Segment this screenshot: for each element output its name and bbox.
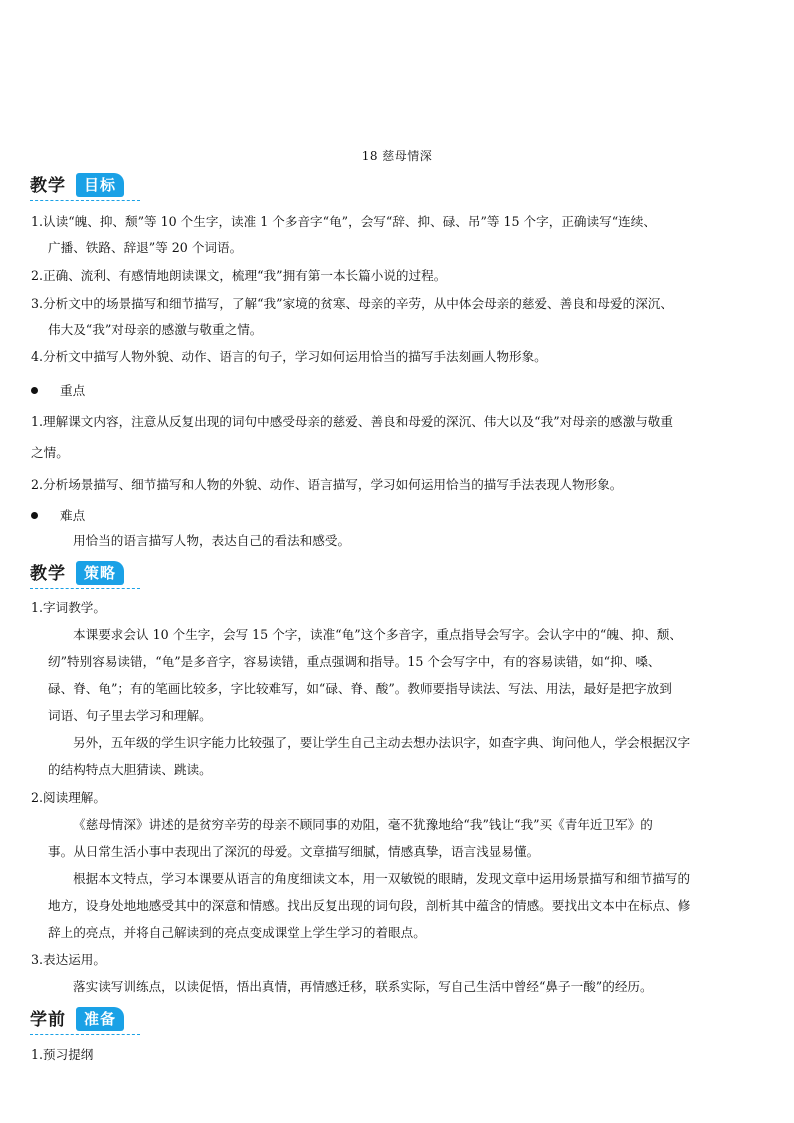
section-divider — [30, 1034, 140, 1035]
section-header-pre-class-prep — [30, 1007, 142, 1037]
document-title: 18 慈母情深 — [361, 149, 433, 163]
key-point-1-line-1: 1.理解课文内容，注意从反复出现的词句中感受母亲的慈爱、善良和母爱的深沉、伟大以及“我”对母亲的感激与敬重 — [31, 414, 673, 429]
strategy-p1-line-1: 本课要求会认 10 个生字，会写 15 个字，读准“龟”这个多音字，重点指导会写字。会认字中的“魄、抑、颓、 — [73, 627, 682, 642]
difficulties-heading — [31, 508, 85, 524]
strategy-p1-line-2: 纫”特别容易读错，“龟”是多音字，容易读错，重点强调和指导。15 个会写字中，有的容易读错，如“抑、嗓、 — [48, 654, 661, 669]
key-points-label: 重点 — [60, 383, 86, 398]
bullet-dot-icon — [31, 387, 38, 394]
section-header-teaching-goals — [30, 173, 142, 203]
strategy-p4-line-3: 辞上的亮点，并将自己解读到的亮点变成课堂上学生学习的着眼点。 — [48, 925, 426, 940]
goal-item-3-line-2: 伟大及“我”对母亲的感激与敬重之情。 — [48, 322, 263, 337]
difficulties-text: 用恰当的语言描写人物，表达自己的看法和感受。 — [73, 533, 351, 548]
strategy-p2-line-2: 的结构特点大胆猜读、跳读。 — [48, 762, 212, 777]
strategy-p1-line-4: 词语、句子里去学习和理解。 — [48, 708, 212, 723]
bullet-dot-icon — [31, 512, 38, 519]
section-tag: 准备 — [76, 1007, 124, 1031]
strategy-heading-3: 3.表达运用。 — [31, 952, 106, 967]
difficulties-label: 难点 — [60, 508, 86, 523]
strategy-p1-line-3: 碌、脊、龟”；有的笔画比较多，字比较难写，如“碌、脊、酸”。教师要指导读法、写法、用法，最好是把字放到 — [48, 681, 672, 696]
goal-item-1-line-1: 1.认读“魄、抑、颓”等 10 个生字，读准 1 个多音字“龟”，会写“辞、抑、碌、吊”等 15 个字，正确读写“连续、 — [31, 214, 656, 229]
goal-item-2: 2.正确、流利、有感情地朗读课文，梳理“我”拥有第一本长篇小说的过程。 — [31, 268, 447, 283]
key-point-1-line-2: 之情。 — [31, 445, 69, 460]
strategy-p4-line-2: 地方，设身处地地感受其中的深意和情感。找出反复出现的词句段，剖析其中蕴含的情感。要找出文本中在标点、修 — [48, 898, 691, 913]
section-tag: 策略 — [76, 561, 124, 585]
section-prefix: 教学 — [30, 176, 66, 196]
key-point-2: 2.分析场景描写、细节描写和人物的外貌、动作、语言描写，学习如何运用恰当的描写手法表现人物形象。 — [31, 477, 623, 492]
section-divider — [30, 200, 140, 201]
prep-heading-1: 1.预习提纲 — [31, 1047, 94, 1062]
goal-item-3-line-1: 3.分析文中的场景描写和细节描写，了解“我”家境的贫寒、母亲的辛劳，从中体会母亲的慈爱、善良和母爱的深沉、 — [31, 296, 673, 311]
strategy-p2-line-1: 另外，五年级的学生识字能力比较强了，要让学生自己主动去想办法识字，如查字典、询问他人，学会根据汉字 — [73, 735, 691, 750]
strategy-p5-line-1: 落实读写训练点，以读促悟，悟出真情，再情感迁移，联系实际，写自己生活中曾经“鼻子一酸”的经历。 — [73, 979, 653, 994]
section-tag: 目标 — [76, 173, 124, 197]
goal-item-1-line-2: 广播、铁路、辞退”等 20 个词语。 — [48, 240, 243, 255]
key-points-heading — [31, 383, 85, 399]
goal-item-4: 4.分析文中描写人物外貌、动作、语言的句子，学习如何运用恰当的描写手法刻画人物形象。 — [31, 349, 547, 364]
strategy-p3-line-1: 《慈母情深》讲述的是贫穷辛劳的母亲不顾同事的劝阻，毫不犹豫地给“我”钱让“我”买《青年近卫军》的 — [73, 817, 653, 832]
strategy-p4-line-1: 根据本文特点，学习本课要从语言的角度细读文本，用一双敏锐的眼睛，发现文章中运用场景描写和细节描写的 — [73, 871, 691, 886]
section-prefix: 学前 — [30, 1010, 66, 1030]
section-prefix: 教学 — [30, 564, 66, 584]
section-divider — [30, 588, 140, 589]
strategy-heading-2: 2.阅读理解。 — [31, 790, 106, 805]
section-header-teaching-strategy — [30, 561, 142, 591]
strategy-p3-line-2: 事。从日常生活小事中表现出了深沉的母爱。文章描写细腻，情感真挚，语言浅显易懂。 — [48, 844, 540, 859]
strategy-heading-1: 1.字词教学。 — [31, 600, 106, 615]
